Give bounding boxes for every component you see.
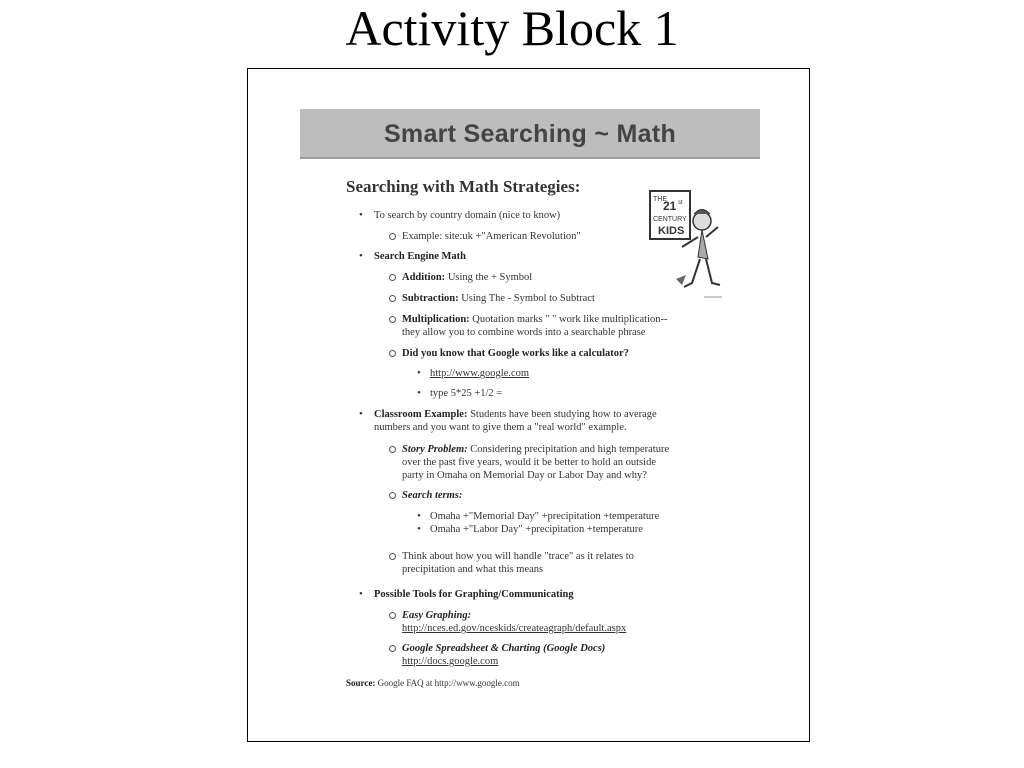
- clipart-century: CENTURY: [653, 216, 687, 223]
- item-multiplication: Multiplication: Quotation marks " " work like multiplication--: [402, 314, 668, 325]
- item-search-terms: Search terms:: [402, 490, 463, 501]
- bullet-dot: •: [417, 387, 421, 399]
- bullet-dot: •: [359, 588, 363, 600]
- sub-bullet-circle: [389, 612, 396, 619]
- sub-bullet-circle: [389, 492, 396, 499]
- sub-bullet-circle: [389, 553, 396, 560]
- bullet-dot: •: [359, 209, 363, 221]
- source-line: Source: Google FAQ at http://www.google.com: [346, 678, 520, 688]
- bullet-dot: •: [417, 367, 421, 379]
- item-country-domain: To search by country domain (nice to know): [374, 210, 561, 221]
- bullet-dot: •: [417, 510, 421, 522]
- item-trace-cont: precipitation and what this means: [402, 564, 544, 575]
- sub-bullet-circle: [389, 295, 396, 302]
- item-story-cont-1: over the past five years, would it be better to hold an outside: [402, 457, 656, 468]
- slide-title: Activity Block 1: [345, 0, 679, 56]
- clipart-st: st: [678, 200, 683, 206]
- item-term-2: Omaha +"Labor Day" +precipitation +temperature: [430, 524, 643, 535]
- item-easy-graphing: Easy Graphing:: [402, 610, 472, 621]
- sub-bullet-circle: [389, 274, 396, 281]
- item-calculator: Did you know that Google works like a calculator?: [402, 348, 629, 359]
- item-multiplication-cont: they allow you to combine words into a searchable phrase: [402, 327, 646, 338]
- clipart-the: THE: [653, 196, 667, 203]
- item-google-spreadsheet: Google Spreadsheet & Charting (Google Docs): [402, 643, 606, 654]
- banner-title: Smart Searching ~ Math: [383, 120, 677, 148]
- item-subtraction: Subtraction: Using The - Symbol to Subtract: [402, 293, 595, 304]
- bullet-dot: •: [417, 523, 421, 535]
- google-link[interactable]: http://www.google.com: [430, 368, 530, 379]
- item-trace: Think about how you will handle "trace" as it relates to: [402, 551, 634, 562]
- clipart-21: 21: [663, 199, 677, 213]
- item-classroom-example: Classroom Example: Students have been studying how to average: [374, 409, 657, 420]
- item-classroom-cont: numbers and you want to give them a "real world" example.: [374, 422, 627, 433]
- clipart-kids: KIDS: [658, 225, 685, 237]
- 21st-century-kids-clipart: [646, 187, 726, 303]
- sub-bullet-circle: [389, 316, 396, 323]
- item-type-expression: type 5*25 +1/2 =: [430, 388, 503, 399]
- document-page: [247, 68, 810, 742]
- item-tools: Possible Tools for Graphing/Communicating: [374, 589, 574, 600]
- sub-bullet-circle: [389, 446, 396, 453]
- item-term-1: Omaha +"Memorial Day" +precipitation +temperature: [430, 511, 660, 522]
- sub-bullet-circle: [389, 645, 396, 652]
- item-story-problem: Story Problem: Considering precipitation and high temperature: [402, 444, 670, 455]
- bullet-dot: •: [359, 408, 363, 420]
- section-heading: Searching with Math Strategies:: [346, 177, 581, 196]
- sub-bullet-circle: [389, 233, 396, 240]
- item-story-cont-2: party in Omaha on Memorial Day or Labor Day and why?: [402, 470, 647, 481]
- item-search-engine-math: Search Engine Math: [374, 251, 466, 262]
- banner: [300, 109, 760, 159]
- sub-bullet-circle: [389, 350, 396, 357]
- bullet-dot: •: [359, 250, 363, 262]
- easy-graphing-link[interactable]: http://nces.ed.gov/nceskids/createagraph/default.aspx: [402, 623, 627, 634]
- google-docs-link[interactable]: http://docs.google.com: [402, 656, 499, 667]
- item-example: Example: site:uk +"American Revolution": [402, 231, 581, 242]
- item-addition: Addition: Using the + Symbol: [402, 272, 533, 283]
